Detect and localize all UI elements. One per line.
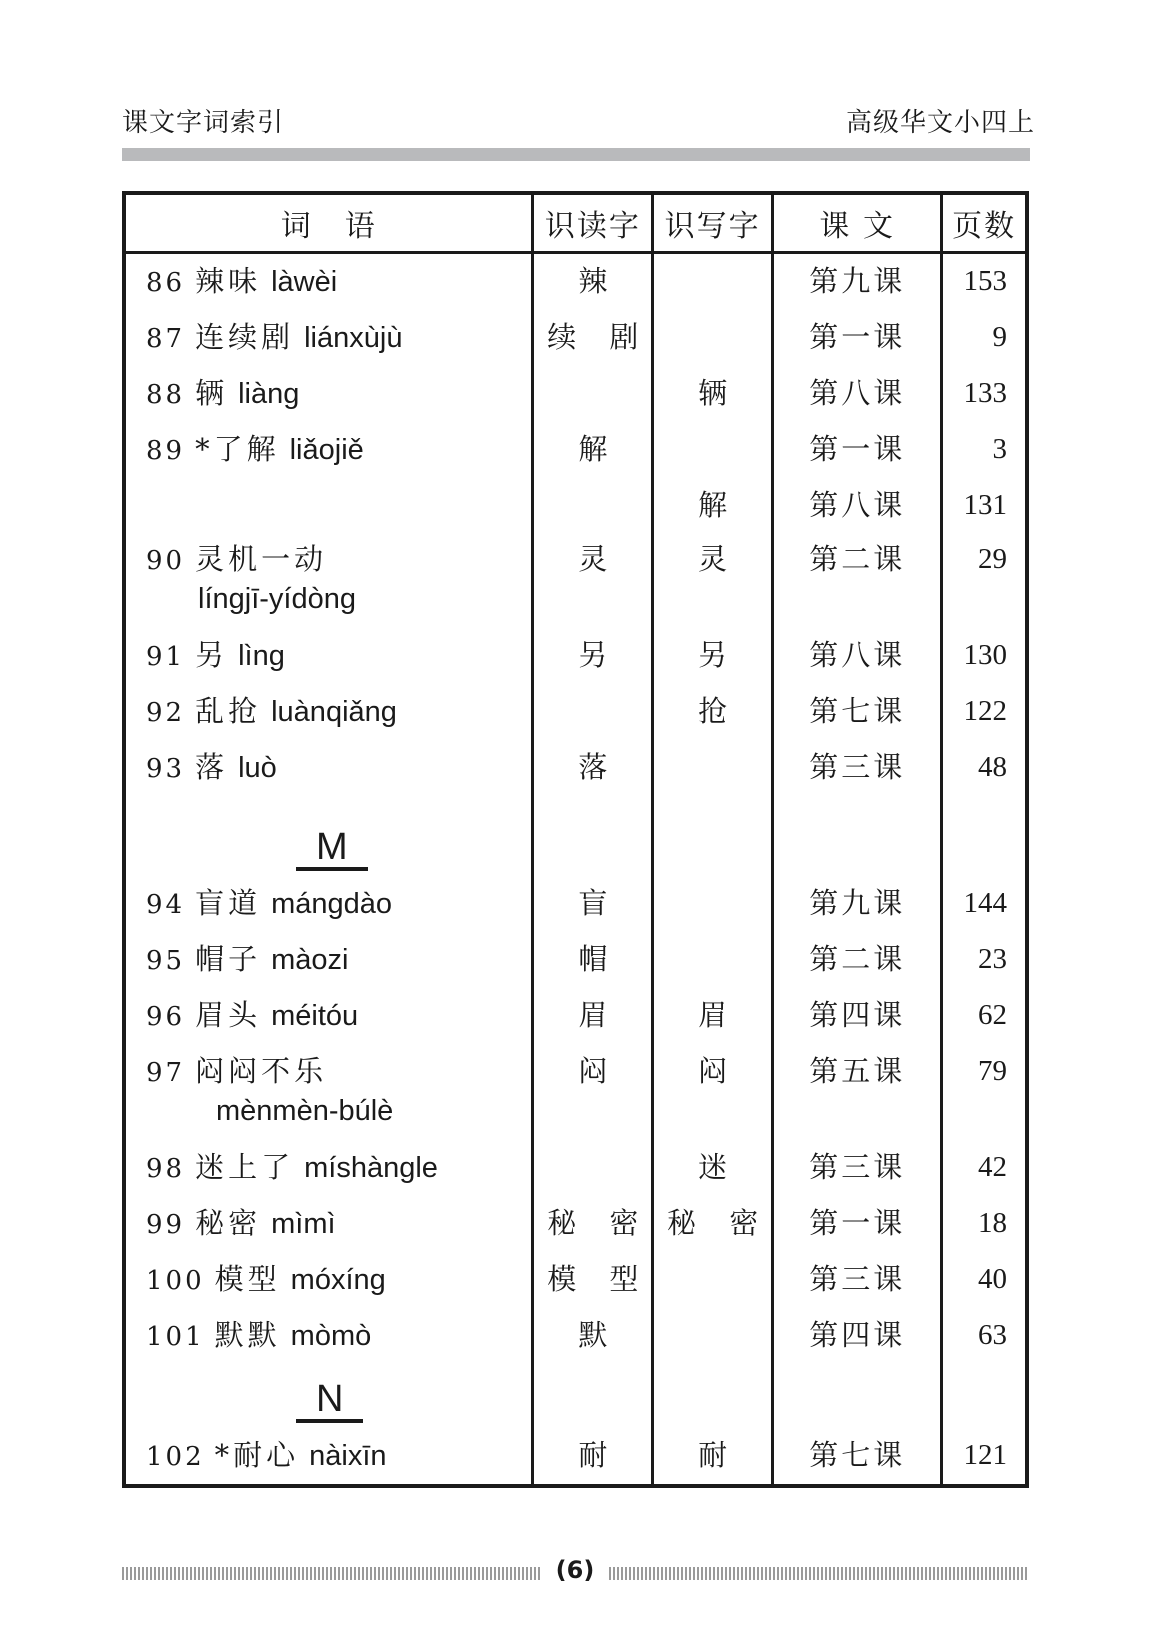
page-number: 130 [963, 639, 1007, 671]
read-chars [533, 478, 653, 532]
column-header-write-chars: 识写字 [653, 193, 773, 253]
page-footer [122, 1556, 1029, 1586]
table-row [124, 1252, 1027, 1308]
lesson: 第三课 [773, 740, 942, 796]
write-chars [653, 932, 773, 988]
table-row [124, 366, 1027, 422]
section-row-m [124, 796, 1027, 876]
table-row [124, 1044, 1027, 1140]
entry-number: 102 [146, 1442, 205, 1472]
read-chars [533, 366, 653, 422]
entry-pinyin: luò [238, 752, 277, 784]
entry-word: *了解 [195, 432, 280, 466]
lesson: 第一课 [773, 1196, 942, 1252]
lesson: 第一课 [773, 310, 942, 366]
write-chars: 耐 [653, 1428, 773, 1486]
lesson: 第一课 [773, 422, 942, 478]
entry-pinyin: nàixīn [309, 1440, 387, 1472]
page-number: 63 [978, 1319, 1007, 1351]
page-number: 3 [992, 433, 1007, 465]
footer-decoration-right [609, 1567, 1029, 1580]
table-row [124, 1308, 1027, 1364]
table-row [124, 253, 1027, 311]
column-header-read-chars: 识读字 [533, 193, 653, 253]
column-header-word: 词 语 [124, 193, 533, 253]
page-number: 131 [963, 489, 1007, 521]
table-row [124, 532, 1027, 628]
page-number: 18 [978, 1207, 1007, 1239]
write-chars [653, 876, 773, 932]
page-number: 48 [978, 751, 1007, 783]
lesson: 第五课 [773, 1044, 942, 1140]
page-number: 42 [978, 1151, 1007, 1183]
table-row [124, 1428, 1027, 1486]
write-chars [653, 253, 773, 311]
entry-word: 默默 [214, 1318, 281, 1352]
table-header-row [124, 193, 1027, 253]
entry-word: 迷上了 [195, 1150, 295, 1184]
write-chars: 迷 [653, 1140, 773, 1196]
entry-pinyin: liánxùjù [304, 322, 403, 354]
read-chars: 帽 [533, 932, 653, 988]
section-letter-heading: N [296, 1379, 363, 1423]
entry-number: 100 [146, 1266, 205, 1296]
entry-word: 秘密 [195, 1206, 262, 1240]
lesson: 第八课 [773, 628, 942, 684]
page-number: 62 [978, 999, 1007, 1031]
table-row [124, 684, 1027, 740]
header-divider-bar [122, 148, 1030, 161]
entry-word: 灵机一动 [195, 542, 328, 576]
entry-number: 101 [146, 1322, 205, 1352]
page-number: 9 [992, 321, 1007, 353]
read-chars: 闷 [533, 1044, 653, 1140]
column-header-lesson: 课 文 [773, 193, 942, 253]
write-chars: 解 [653, 478, 773, 532]
table-row [124, 1196, 1027, 1252]
entry-word: 眉头 [195, 998, 262, 1032]
write-chars: 闷 [653, 1044, 773, 1140]
page-number: 40 [978, 1263, 1007, 1295]
entry-word: 另 [195, 638, 229, 672]
entry-number: 96 [146, 1002, 186, 1032]
read-chars: 灵 [533, 532, 653, 628]
entry-pinyin: liàng [238, 378, 300, 410]
lesson: 第四课 [773, 1308, 942, 1364]
entry-number: 86 [146, 268, 186, 298]
lesson: 第七课 [773, 684, 942, 740]
page-number: 23 [978, 943, 1007, 975]
table-row [124, 1140, 1027, 1196]
write-chars [653, 422, 773, 478]
read-chars: 盲 [533, 876, 653, 932]
entry-word: 乱抢 [195, 694, 262, 728]
entry-pinyin: míshàngle [304, 1152, 438, 1184]
table-row [124, 628, 1027, 684]
entry-number: 90 [146, 546, 186, 576]
entry-number: 94 [146, 890, 186, 920]
entry-word: 辆 [195, 376, 229, 410]
entry-pinyin: mángdào [271, 888, 393, 920]
entry-number: 98 [146, 1154, 186, 1184]
entry-pinyin: liǎojiě [289, 434, 364, 466]
footer-decoration-left [122, 1567, 542, 1580]
lesson: 第七课 [773, 1428, 942, 1486]
page-number: 29 [978, 543, 1007, 575]
entry-pinyin: màozi [271, 944, 349, 976]
page-number: 153 [963, 265, 1007, 297]
table-row [124, 310, 1027, 366]
section-letter-heading: M [296, 827, 368, 871]
write-chars: 抢 [653, 684, 773, 740]
entry-pinyin: móxíng [290, 1264, 386, 1296]
vocabulary-index-table [122, 191, 1029, 1488]
lesson: 第二课 [773, 532, 942, 628]
write-chars: 秘 密 [653, 1196, 773, 1252]
entry-pinyin: mìmì [271, 1208, 336, 1240]
entry-number: 95 [146, 946, 186, 976]
table-row [124, 876, 1027, 932]
lesson: 第八课 [773, 366, 942, 422]
entry-word: 盲道 [195, 886, 262, 920]
read-chars: 模 型 [533, 1252, 653, 1308]
entry-number: 99 [146, 1210, 186, 1240]
read-chars: 辣 [533, 253, 653, 311]
lesson: 第九课 [773, 876, 942, 932]
read-chars: 另 [533, 628, 653, 684]
column-header-page: 页数 [942, 193, 1027, 253]
lesson: 第九课 [773, 253, 942, 311]
entry-pinyin: mènmèn-búlè [216, 1095, 394, 1127]
write-chars [653, 1308, 773, 1364]
table-row [124, 740, 1027, 796]
write-chars [653, 740, 773, 796]
page-number: 122 [963, 695, 1007, 727]
entry-number: 92 [146, 698, 186, 728]
entry-word: 模型 [214, 1262, 281, 1296]
lesson: 第四课 [773, 988, 942, 1044]
entry-pinyin: méitóu [271, 1000, 359, 1032]
section-row-n [124, 1364, 1027, 1428]
write-chars: 辆 [653, 366, 773, 422]
table-row [124, 422, 1027, 478]
read-chars: 续 剧 [533, 310, 653, 366]
table-row [124, 932, 1027, 988]
entry-number: 87 [146, 324, 186, 354]
write-chars: 灵 [653, 532, 773, 628]
entry-word: 辣味 [195, 264, 262, 298]
entry-number: 89 [146, 436, 186, 466]
read-chars: 秘 密 [533, 1196, 653, 1252]
entry-number: 93 [146, 754, 186, 784]
entry-word: *耐心 [214, 1438, 300, 1472]
entry-word: 闷闷不乐 [195, 1054, 328, 1088]
table-row-continuation [124, 478, 1027, 532]
lesson: 第八课 [773, 478, 942, 532]
write-chars [653, 310, 773, 366]
table-row [124, 988, 1027, 1044]
entry-pinyin: mòmò [290, 1320, 372, 1352]
entry-number: 91 [146, 642, 186, 672]
read-chars [533, 684, 653, 740]
entry-word: 连续剧 [195, 320, 295, 354]
lesson: 第三课 [773, 1252, 942, 1308]
entry-number: 97 [146, 1058, 186, 1088]
page-number-label: (6) [555, 1556, 595, 1584]
page-number: 133 [963, 377, 1007, 409]
page-number: 79 [978, 1055, 1007, 1087]
entry-pinyin: língjī-yídòng [198, 583, 356, 615]
entry-number: 88 [146, 380, 186, 410]
entry-pinyin: làwèi [271, 266, 338, 298]
read-chars: 耐 [533, 1428, 653, 1486]
page-number: 121 [963, 1439, 1007, 1471]
entry-word: 落 [195, 750, 229, 784]
page-number: 144 [963, 887, 1007, 919]
read-chars [533, 1140, 653, 1196]
lesson: 第二课 [773, 932, 942, 988]
write-chars: 眉 [653, 988, 773, 1044]
read-chars: 眉 [533, 988, 653, 1044]
write-chars: 另 [653, 628, 773, 684]
entry-pinyin: luànqiǎng [271, 696, 397, 728]
read-chars: 落 [533, 740, 653, 796]
entry-pinyin: lìng [238, 640, 285, 672]
running-header-right: 高级华文小四上 [845, 108, 1035, 138]
read-chars: 默 [533, 1308, 653, 1364]
running-header-left: 课文字词索引 [122, 108, 285, 138]
write-chars [653, 1252, 773, 1308]
lesson: 第三课 [773, 1140, 942, 1196]
entry-word: 帽子 [195, 942, 262, 976]
read-chars: 解 [533, 422, 653, 478]
